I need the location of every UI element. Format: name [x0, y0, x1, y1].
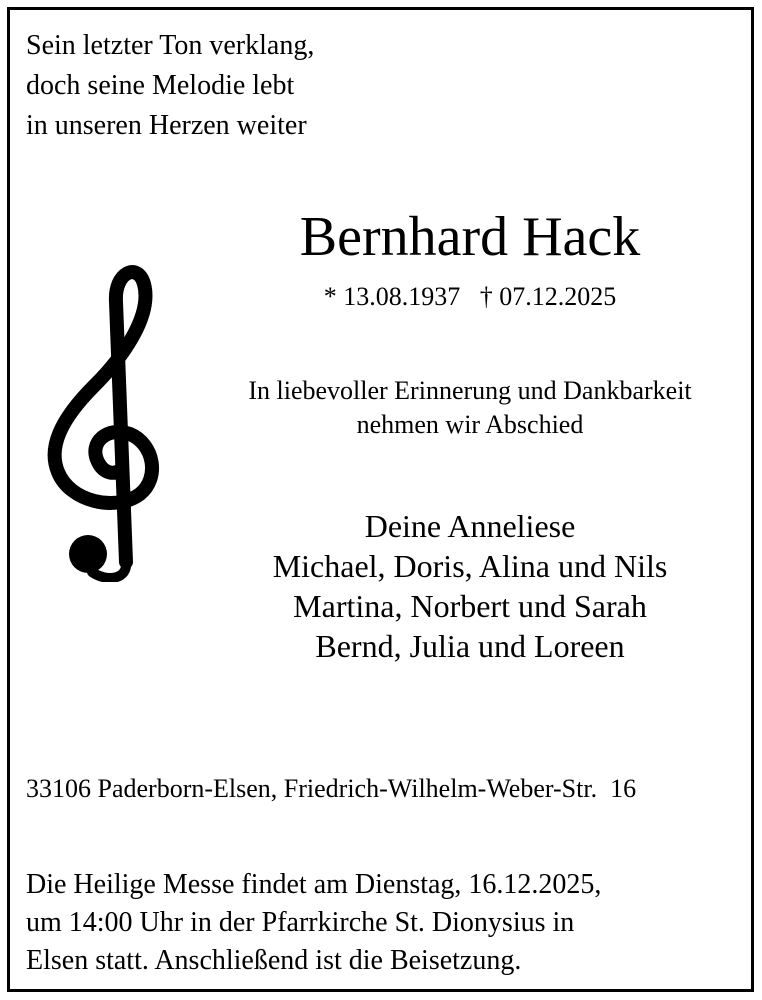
address: 33106 Paderborn-Elsen, Friedrich-Wilhelm-Weber-Str. 16	[26, 774, 637, 803]
family-line: Michael, Doris, Alina und Nils	[272, 548, 668, 584]
funeral-notice	[26, 866, 601, 980]
deceased-name: Bernhard Hack	[299, 206, 641, 268]
family-signatures	[200, 506, 740, 666]
motto-line: doch seine Melodie lebt	[26, 70, 295, 101]
memorial-line: nehmen wir Abschied	[356, 410, 584, 439]
treble-clef-icon	[30, 262, 180, 582]
notice-line: Elsen statt. Anschließend ist die Beisetzung.	[26, 945, 522, 976]
motto-line: Sein letzter Ton verklang,	[26, 30, 315, 61]
family-line: Martina, Norbert und Sarah	[293, 588, 647, 624]
memorial-line: In liebevoller Erinnerung und Dankbarkeit	[248, 376, 692, 405]
memorial-text	[200, 374, 740, 442]
life-dates: * 13.08.1937 † 07.12.2025	[323, 282, 617, 311]
motto-line: in unseren Herzen weiter	[26, 110, 307, 141]
family-line: Bernd, Julia und Loreen	[315, 628, 625, 664]
motto	[26, 26, 314, 146]
notice-line: um 14:00 Uhr in der Pfarrkirche St. Dionysius in	[26, 907, 575, 938]
family-line: Deine Anneliese	[364, 508, 576, 544]
notice-line: Die Heilige Messe findet am Dienstag, 16.12.2025,	[26, 869, 602, 900]
